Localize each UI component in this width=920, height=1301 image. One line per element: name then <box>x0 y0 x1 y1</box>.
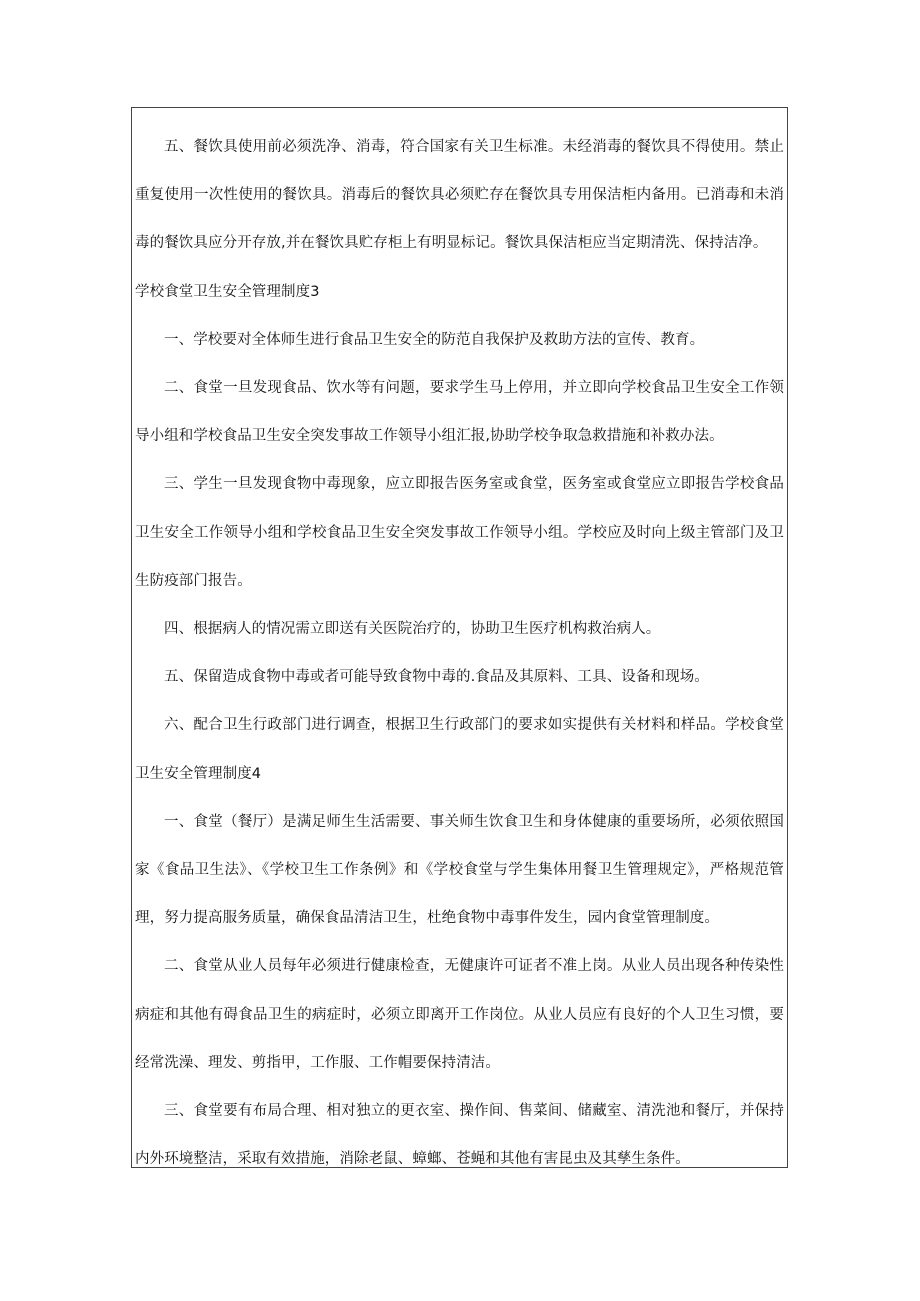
paragraph-poisoning-report: 三、学生一旦发现食物中毒现象，应立即报告医务室或食堂，医务室或食堂应立即报告学校食品卫生安全工作领导小组和学校食品卫生安全突发事故工作领导小组。学校应及时向上级主管部门及卫生防疫部门报告。 <box>135 476 784 589</box>
document-body <box>135 123 784 1183</box>
paragraph-cooperate-investigation: 六、配合卫生行政部门进行调查，根据卫生行政部门的要求如实提供有关材料和样品。学校食堂卫生安全管理制度4 <box>135 717 784 782</box>
paragraph-education: 一、学校要对全体师生进行食品卫生安全的防范自我保护及救助方法的宣传、教育。 <box>164 331 705 348</box>
paragraph-stop-use-report: 二、食堂一旦发现食品、饮水等有问题，要求学生马上停用，并立即向学校食品卫生安全工作领导小组和学校食品卫生安全突发事故工作领导小组汇报,协助学校争取急救措施和补救办法。 <box>135 380 784 445</box>
paragraph-layout-environment: 三、食堂要有布局合理、相对独立的更衣室、操作间、售菜间、储藏室、清洗池和餐厅，并保持内外环境整洁，采取有效措施，消除老鼠、蟑螂、苍蝇和其他有害昆虫及其孳生条件。 <box>135 1103 784 1168</box>
document-frame <box>131 107 788 1168</box>
paragraph-staff-health: 二、食堂从业人员每年必须进行健康检查，无健康许可证者不准上岗。从业人员出现各种传染性病症和其他有碍食品卫生的病症时，必须立即离开工作岗位。从业人员应有良好的个人卫生习惯，要经常洗澡、理发、剪指甲，工作服、工作帽要保持清洁。 <box>135 958 784 1071</box>
section-heading-3: 学校食堂卫生安全管理制度3 <box>135 283 320 300</box>
paragraph-canteen-importance: 一、食堂（餐厅）是满足师生生活需要、事关师生饮食卫生和身体健康的重要场所，必须依照国家《食品卫生法》、《学校卫生工作条例》和《学校食堂与学生集体用餐卫生管理规定》，严格规范管理，努力提高服务质量，确保食品清洁卫生，杜绝食物中毒事件发生，园内食堂管理制度。 <box>135 813 784 927</box>
paragraph-preserve-evidence: 五、保留造成食物中毒或者可能导致食物中毒的.食品及其原料、工具、设备和现场。 <box>164 669 709 686</box>
paragraph-tableware-disinfection: 五、餐饮具使用前必须洗净、消毒，符合国家有关卫生标准。未经消毒的餐饮具不得使用。禁止重复使用一次性使用的餐饮具。消毒后的餐饮具必须贮存在餐饮具专用保洁柜内备用。已消毒和未消毒的餐饮具应分开存放,并在餐饮具贮存柜上有明显标记。餐饮具保洁柜应当定期清洗、保持洁净。 <box>135 139 784 252</box>
paragraph-hospital-treatment: 四、根据病人的情况需立即送有关医院治疗的，协助卫生医疗机构救治病人。 <box>164 621 661 638</box>
